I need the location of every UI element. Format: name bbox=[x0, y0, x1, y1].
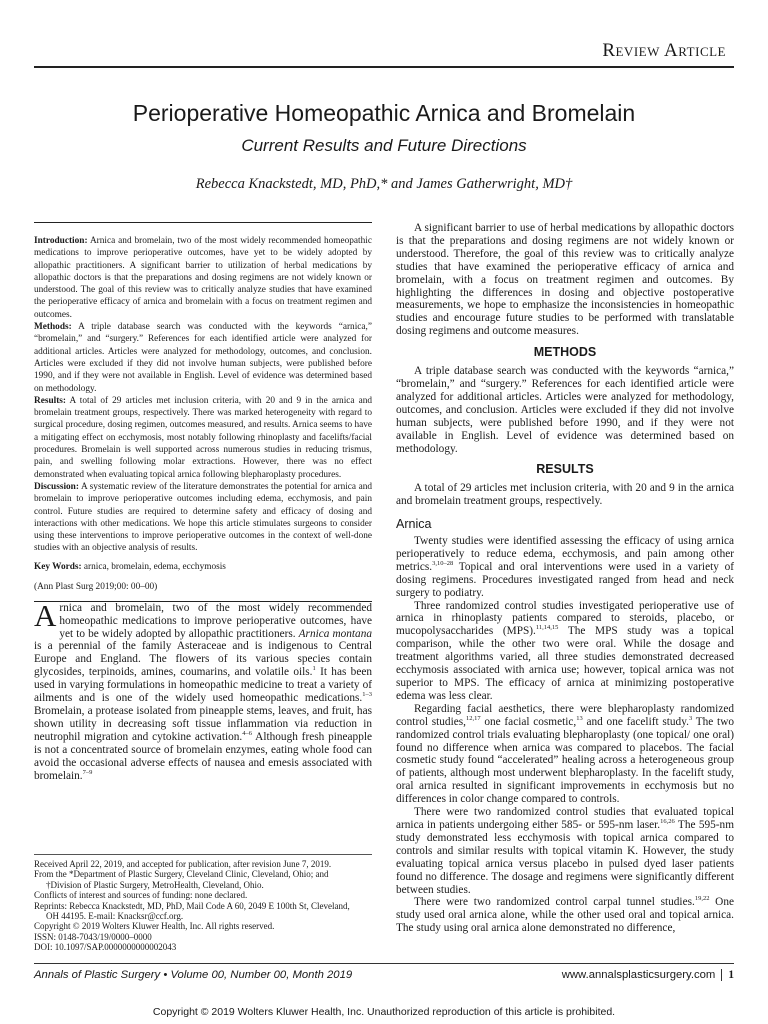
abstract-discussion-label: Discussion: bbox=[34, 481, 79, 492]
keywords-text: arnica, bromelain, edema, ecchymosis bbox=[81, 561, 226, 572]
fn-reprints-email: OH 44195. E-mail: Knacksr@ccf.org. bbox=[46, 911, 184, 922]
left-column bbox=[34, 222, 372, 782]
drop-cap: A bbox=[34, 597, 57, 633]
abstract bbox=[34, 222, 372, 555]
article-title: Perioperative Homeopathic Arnica and Bromelain bbox=[132, 100, 636, 126]
article-authors: Rebecca Knackstedt, MD, PhD,* and James Gatherwright, MD† bbox=[195, 176, 573, 192]
journal-url[interactable]: www.annalsplasticsurgery.com bbox=[561, 969, 716, 981]
abstract-discussion bbox=[34, 481, 372, 555]
results-paragraph: A total of 29 articles met inclusion criteria, with 20 and 9 in the arnica and bromelain treatment groups, respectively. bbox=[396, 482, 734, 508]
article-subtitle: Current Results and Future Directions bbox=[241, 136, 527, 155]
arnica-paragraph-2: Three randomized control studies investigated perioperative use of arnica in rhinoplasty patients compared to steroids, placebo, or mucopolysaccharides (MPS).$^{11,14,15}$ The MPS study was a topical comparison, while the other two were oral. While the dosage and treatment algorithms varied, all three studies demonstrated decreased ecchymosis associated with arnica use; however, topical arnica was not superior to MPS. The efficacy of arnica at minimizing postoperative edema was less clear. bbox=[396, 599, 735, 702]
fn-issn: ISSN: 0148-7043/19/0000–0000 bbox=[34, 931, 152, 942]
abstract-results bbox=[34, 395, 372, 481]
abstract-methods-text: A triple database search was conducted with the keywords “arnica,” “bromelain,” and “surgery.” References for each identified article were analyzed for additional articles. Articles were analyzed for methodology, outcomes, and conclusion. Articles were excluded if they did not involve human subjects, were published before 1990, and if they were not available in English. Level of evidence was determined based on methodology. bbox=[34, 322, 372, 394]
fn-reprints: Reprints: Rebecca Knackstedt, MD, PhD, Mail Code A 60, 2049 E 100th St, Cleveland, bbox=[34, 900, 350, 911]
abstract-discussion-text: A systematic review of the literature demonstrates the potential for arnica and bromelain to improve perioperative outcomes including edema, ecchymosis, and pain control. Future studies are required to determine safety and efficacy of dosing and interactions with other medications. We hope this article stimulates surgeons to consider using these interventions to improve perioperative outcomes in the context of well-done studies with an objective analysis of results. bbox=[34, 481, 372, 554]
abstract-results-text: A total of 29 articles met inclusion criteria, with 20 and 9 in the arnica and bromelain treatment groups, respectively. There was marked heterogeneity with regard to surgical procedure, dosing regimen, outcomes measured, and results. Arnica seems to have a mitigating effect on ecchymosis, most notably following rhinoplasty and facelifts/facial procedures. Bromelain is well supported across numerous studies in reducing trismus, pain, and swelling following molar extractions. However, there was no effect demonstrated when evaluating topical arnica following blepharoplasty procedures. bbox=[34, 395, 372, 480]
section-label: Review Article bbox=[602, 40, 726, 61]
arnica-paragraph-4: There were two randomized control studies that evaluated topical arnica in patients undergoing either 585- or 595-nm laser.$^{16,26}$ The 595-nm study demonstrated less ecchymosis with topical arnica compared to controls and similar results with topical vitamin K. However, the study evaluating topical arnica versus placebo in pulsed dyed laser patients found no difference. The dosage and regimens were significantly different between studies. bbox=[396, 806, 734, 896]
footer-right bbox=[562, 969, 734, 981]
abstract-methods-label: Methods: bbox=[34, 322, 72, 333]
footnotes bbox=[34, 854, 372, 953]
copyright-notice: Copyright © 2019 Wolters Kluwer Health, Inc. Unauthorized reproduction of this article is prohibited. bbox=[152, 1006, 616, 1018]
right-column bbox=[396, 222, 734, 935]
results-heading: RESULTS bbox=[536, 462, 594, 477]
fn-received: Received April 22, 2019, and accepted for publication, after revision June 7, 2019. bbox=[34, 859, 332, 869]
abstract-methods bbox=[34, 321, 372, 395]
methods-heading: METHODS bbox=[533, 345, 597, 360]
introduction-body bbox=[34, 597, 373, 783]
abstract-intro-label: Introduction: bbox=[34, 236, 88, 246]
citation: (Ann Plast Surg 2019;00: 00–00) bbox=[34, 581, 158, 592]
abstract-introduction bbox=[34, 235, 372, 321]
page-number: 1 bbox=[721, 969, 734, 981]
footer-rule bbox=[34, 963, 734, 964]
keywords bbox=[34, 561, 372, 573]
arnica-paragraph-5: There were two randomized control carpal tunnel studies.$^{19,22}$ One study used oral arnica alone, while the other used oral and topical arnica. The study using oral arnica alone demonstrated no difference, bbox=[396, 895, 735, 935]
abstract-results-label: Results: bbox=[34, 395, 67, 406]
fn-conflicts: Conflicts of interest and sources of funding: none declared. bbox=[34, 890, 248, 901]
arnica-paragraph-3: Regarding facial aesthetics, there were blepharoplasty randomized control studies,$^{12,17}$ one facial cosmetic,$^{13}$ and one facelift study.$^3$ The two randomized control trials evaluating blepharoplasty (one topical/ one oral) found no difference when arnica was compared to placebos. The facial cosmetic study found “accelerated” healing across a heterogeneous group of patients, although most underwent blepharoplasty. In the facelift study, oral arnica resulted in significant improvements in ecchymosis but no differences in color change compared to controls. bbox=[396, 702, 735, 806]
methods-paragraph: A triple database search was conducted with the keywords “arnica,” “bromelain,” and “surgery.” References for each identified article were analyzed for additional articles. Articles were analyzed for methodology, outcomes, and conclusion. Articles were excluded if they did not involve human subjects, were published before 1990, and if they were not available in English. Level of evidence was determined based on methodology. bbox=[396, 365, 734, 455]
keywords-label: Key Words: bbox=[34, 561, 82, 572]
fn-from: From the *Department of Plastic Surgery, Cleveland Clinic, Cleveland, Ohio; and bbox=[34, 869, 329, 880]
abstract-intro-text: Arnica and bromelain, two of the most widely recommended homeopathic medications to improve perioperative outcomes, have yet to be widely adopted by allopathic practitioners. A significant barrier to utilization of herbal medications by allopathic doctors is that the preparations and dosing regimens are not widely known or understood. The goal of this review was to critically analyze studies that have examined the perioperative efficacy of arnica and bromelain with a focus on treatment regimen and outcomes. bbox=[34, 236, 372, 320]
journal-info: Annals of Plastic Surgery • Volume 00, Number 00, Month 2019 bbox=[34, 969, 353, 981]
intro-continued-paragraph: A significant barrier to use of herbal medications by allopathic doctors is that the preparations and dosing regimens are not widely known or understood. Therefore, the goal of this review was to critically analyze studies that have examined the perioperative efficacy of arnica and bromelain, with a focus on treatment regimen and outcomes. By highlighting the differences in dosing and objective postoperative measurements, we hope to emphasize the inconsistencies in homeopathic studies and encourage future studies to be performed with translatable dosing regimens and outcome measures. bbox=[396, 222, 734, 338]
header-rule bbox=[34, 66, 734, 68]
fn-copyright: Copyright © 2019 Wolters Kluwer Health, Inc. All rights reserved. bbox=[34, 921, 275, 932]
arnica-paragraph-1: Twenty studies were identified assessing the efficacy of using arnica perioperatively to reduce edema, ecchymosis, and pain among other metrics.$^{3,10-28}$ Topical and oral interventions were used in a variety of dosing regimens. Procedures investigated ranged from head and neck surgery to podiatry. bbox=[396, 535, 734, 599]
fn-doi: DOI: 10.1097/SAP.0000000000002043 bbox=[34, 942, 177, 953]
intro-paragraph: Arnica and bromelain, two of the most widely recommended homeopathic medications to improve perioperative outcomes, have yet to be widely adopted by allopathic practitioners. Arnica montana is a perennial of the family Asteraceae and is indigenous to Central Europe and England. The flowers of its various species contain glycosides, terpinoids, amines, coumarins, and volatile oils.$^1$ It has been used in varying formulations in homeopathic medicine to treat a variety of ailments and is one of the widely used homeopathic medications.$^{1-3}$ Bromelain, a protease isolated from pineapple stems, leaves, and fruit, has shown utility in decreasing soft tissue inflammation via reduction in neutrophil migration and cytokine activation.$^{4-6}$ Although fresh pineapple is not a concentrated source of bromelain enzymes, eating whole food can avoid the occasional adverse effects of nausea and emesis associated with bromelain.$^{7-9}$ bbox=[34, 597, 373, 782]
fn-from2: †Division of Plastic Surgery, MetroHealth, Cleveland, Ohio. bbox=[46, 879, 264, 890]
arnica-heading: Arnica bbox=[396, 517, 432, 532]
